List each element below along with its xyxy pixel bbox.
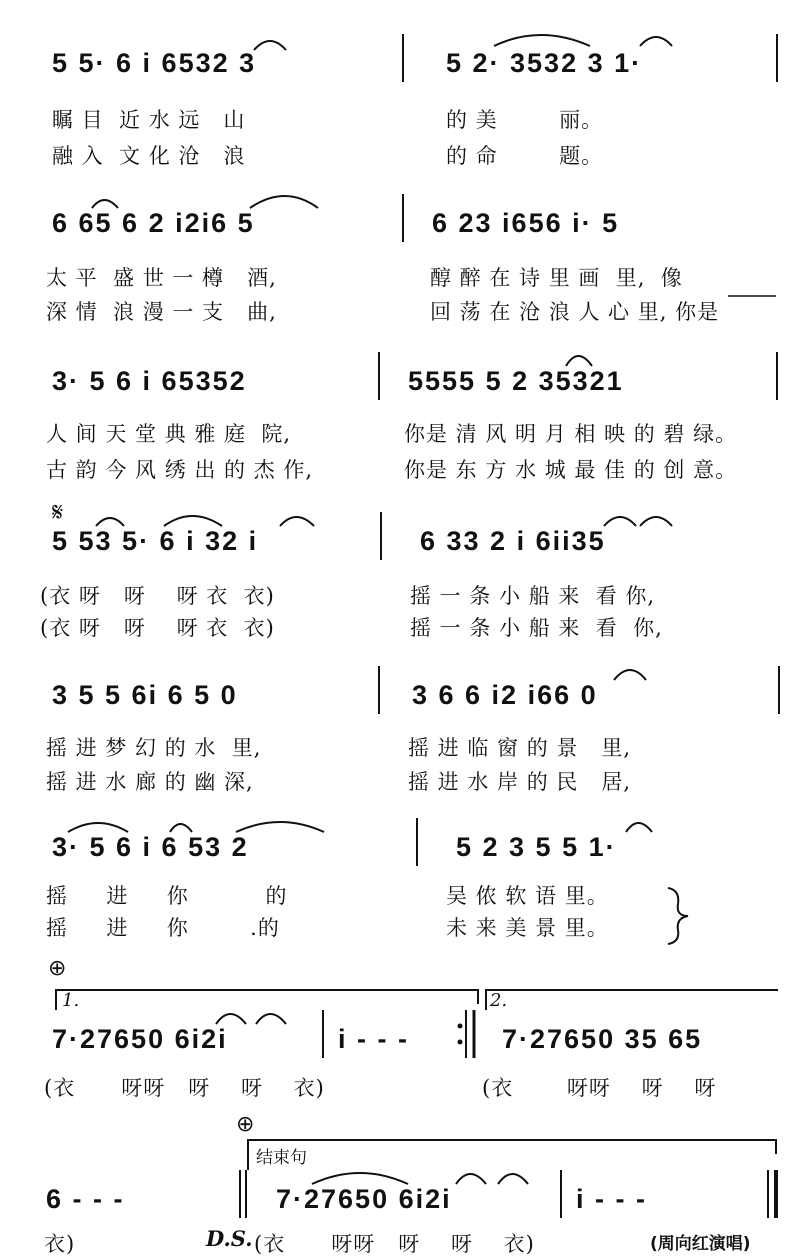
ending-1-label: 1. [62,990,80,1011]
tie [254,41,286,50]
row-3-right-notes: 5555 5 2 35321 [408,366,624,396]
row-6-lyric-1-left: 摇 进 你 的 [46,884,288,908]
row-2-right-notes: 6 23 i656 i· 5 [432,208,620,238]
ending-1-lyrics: (衣 呀呀 呀 呀 衣) [44,1076,325,1100]
tie [498,1174,528,1184]
row-3-lyric-2-right: 你是 东 方 水 城 最 佳 的 创 意。 [404,458,738,482]
row-6-lyric-2-right: 未 来 美 景 里。 [446,916,609,940]
ending-1-tail: i - - - [338,1024,409,1054]
ending-2-bracket [486,990,778,1010]
tie [92,200,118,208]
performer-credit: (周向红演唱) [650,1234,751,1254]
tie [216,1014,246,1024]
tie [256,1014,286,1024]
row-1-lyric-1-left: 瞩 目 近 水 远 山 [52,108,246,132]
row-1-lyric-2-left: 融 入 文 化 沧 浪 [52,144,246,168]
row-4-lyric-1-right: 摇 一 条 小 船 来 看 你, [410,584,656,608]
row-6-lyric-2-left: 摇 进 你 .的 [46,916,280,940]
row-5-lyric-1-right: 摇 进 临 窗 的 景 里, [408,736,632,760]
row-5-right-notes: 3 6 6 i2 i66 0 [412,680,598,710]
row-4-lyric-1-left: (衣 呀 呀 呀 衣 衣) [40,584,275,608]
ending-2-label: 2. [490,990,508,1011]
tie [456,1174,486,1184]
tie [640,517,672,526]
row-4-lyric-2-right: 摇 一 条 小 船 来 看 你, [410,616,663,640]
final-start-notes: 6 - - - [46,1184,125,1214]
row-6-left-notes: 3· 5 6 i 6 53 2 [52,832,249,862]
tie [566,356,592,366]
row-2-left-notes: 6 65 6 2 i2i6 5 [52,208,255,238]
row-5-left-notes: 3 5 5 6i 6 5 0 [52,680,238,710]
row-1-lyric-1-right: 的 美 丽。 [446,108,604,132]
row-5-lyric-2-left: 摇 进 水 廊 的 幽 深, [46,770,254,794]
repeat-dot [458,1040,463,1045]
row-6-lyric-1-right: 吴 侬 软 语 里。 [446,884,609,908]
tie [626,823,652,832]
coda-notes: 7·27650 6i2i [276,1184,452,1214]
coda-sign-2: ⊕ [236,1112,255,1137]
row-3-left-notes: 3· 5 6 i 65352 [52,366,247,396]
tie [614,670,646,680]
coda-ending-label: 结束句 [256,1148,307,1168]
coda-tail: i - - - [576,1184,647,1214]
tie [68,823,128,832]
row-3-lyric-2-left: 古 韵 今 风 绣 出 的 杰 作, [46,458,314,482]
ending-1-notes: 7·27650 6i2i [52,1024,228,1054]
ending-2-lyrics: (衣 呀呀 呀 呀 [482,1076,717,1100]
ending-1-bracket [56,990,478,1010]
coda-sign: ⊕ [48,956,67,981]
tie [494,35,590,46]
tie [236,822,324,832]
tie [280,517,314,526]
row-4-left-notes: 5 53 5· 6 i 32 i [52,526,259,556]
tie [250,196,318,208]
row-3-lyric-1-right: 你是 清 风 明 月 相 映 的 碧 绿。 [404,422,738,446]
row-3-lyric-1-left: 人 间 天 堂 典 雅 庭 院, [46,422,292,446]
row-5-lyric-1-left: 摇 进 梦 幻 的 水 里, [46,736,262,760]
row-2-lyric-1-right: 醇 醉 在 诗 里 画 里, 像 [430,266,683,290]
brace [668,888,688,944]
row-4-right-notes: 6 33 2 i 6ii35 [420,526,606,556]
row-2-lyric-2-right: 回 荡 在 沧 浪 人 心 里, 你是 [430,300,720,324]
tie [604,517,636,526]
row-2-lyric-2-left: 深 情 浪 漫 一 支 曲, [46,300,277,324]
tie [170,824,192,832]
row-1-left-notes: 5 5· 6 i 6532 3 [52,48,257,78]
row-5-lyric-2-right: 摇 进 水 岸 的 民 居, [408,770,632,794]
row-2-lyric-1-left: 太 平 盛 世 一 樽 酒, [46,266,277,290]
repeat-dot [458,1024,463,1029]
final-start-lyric: 衣) [44,1232,76,1256]
row-1-lyric-2-right: 的 命 题。 [446,144,604,168]
row-6-right-notes: 5 2 3 5 5 1· [456,832,617,862]
row-1-right-notes: 5 2· 3532 3 1· [446,48,643,78]
tie [640,37,672,46]
coda-lyrics: (衣 呀呀 呀 呀 衣) [254,1232,535,1256]
coda-bracket [248,1140,776,1170]
tie [96,518,124,526]
row-4-lyric-2-left: (衣 呀 呀 呀 衣 衣) [40,616,275,640]
ds-mark: D.S. [206,1226,253,1251]
segno-sign: 𝄋 [52,498,64,528]
tie [312,1173,408,1184]
tie [164,516,222,526]
ending-2-notes: 7·27650 35 65 [502,1024,703,1054]
